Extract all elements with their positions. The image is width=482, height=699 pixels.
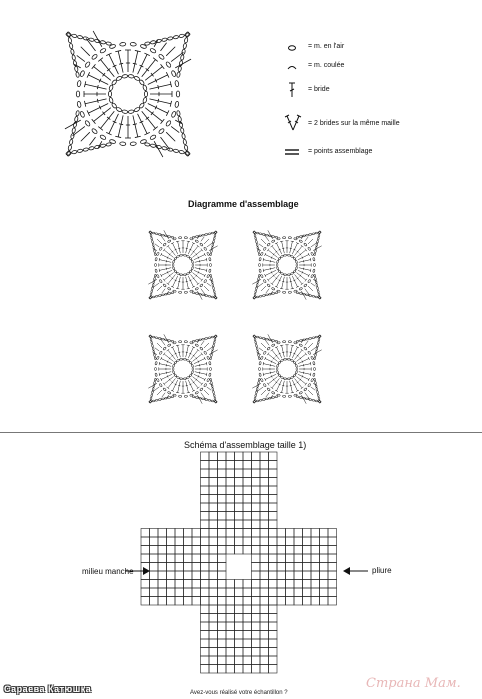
watermark-right: Страна Мам. xyxy=(366,676,461,691)
assembly-diagram xyxy=(128,210,342,424)
legend-two-dc: = 2 brides sur la même maille xyxy=(308,120,400,127)
footer-note: Avez-vous réalisé votre échantillon ? xyxy=(190,690,288,696)
legend-slip: = m. coulée xyxy=(308,62,345,69)
section-divider xyxy=(0,432,482,433)
watermark-left: Сараева Катюшка xyxy=(4,684,92,694)
assembly-title: Diagramme d'assemblage xyxy=(188,199,299,209)
right-label: pliure xyxy=(372,566,392,575)
left-arrow-icon xyxy=(125,566,151,576)
right-arrow-icon xyxy=(342,566,368,576)
legend xyxy=(282,38,472,168)
slip-stitch-icon xyxy=(286,62,298,72)
schema-title xyxy=(184,440,306,450)
join-icon xyxy=(284,148,300,156)
schema-grid xyxy=(140,450,355,690)
legend-chain: = m. en l'air xyxy=(308,43,345,50)
legend-dc: = bride xyxy=(308,86,330,93)
two-dc-icon xyxy=(284,114,302,132)
left-label: milieu manche xyxy=(82,567,134,576)
legend-join: = points assemblage xyxy=(308,148,373,155)
double-crochet-icon xyxy=(286,82,298,98)
chain-stitch-icon xyxy=(286,43,298,53)
schema-title-text: Schéma d'assemblage taille 1) xyxy=(184,440,307,450)
motif-diagram xyxy=(38,0,218,188)
